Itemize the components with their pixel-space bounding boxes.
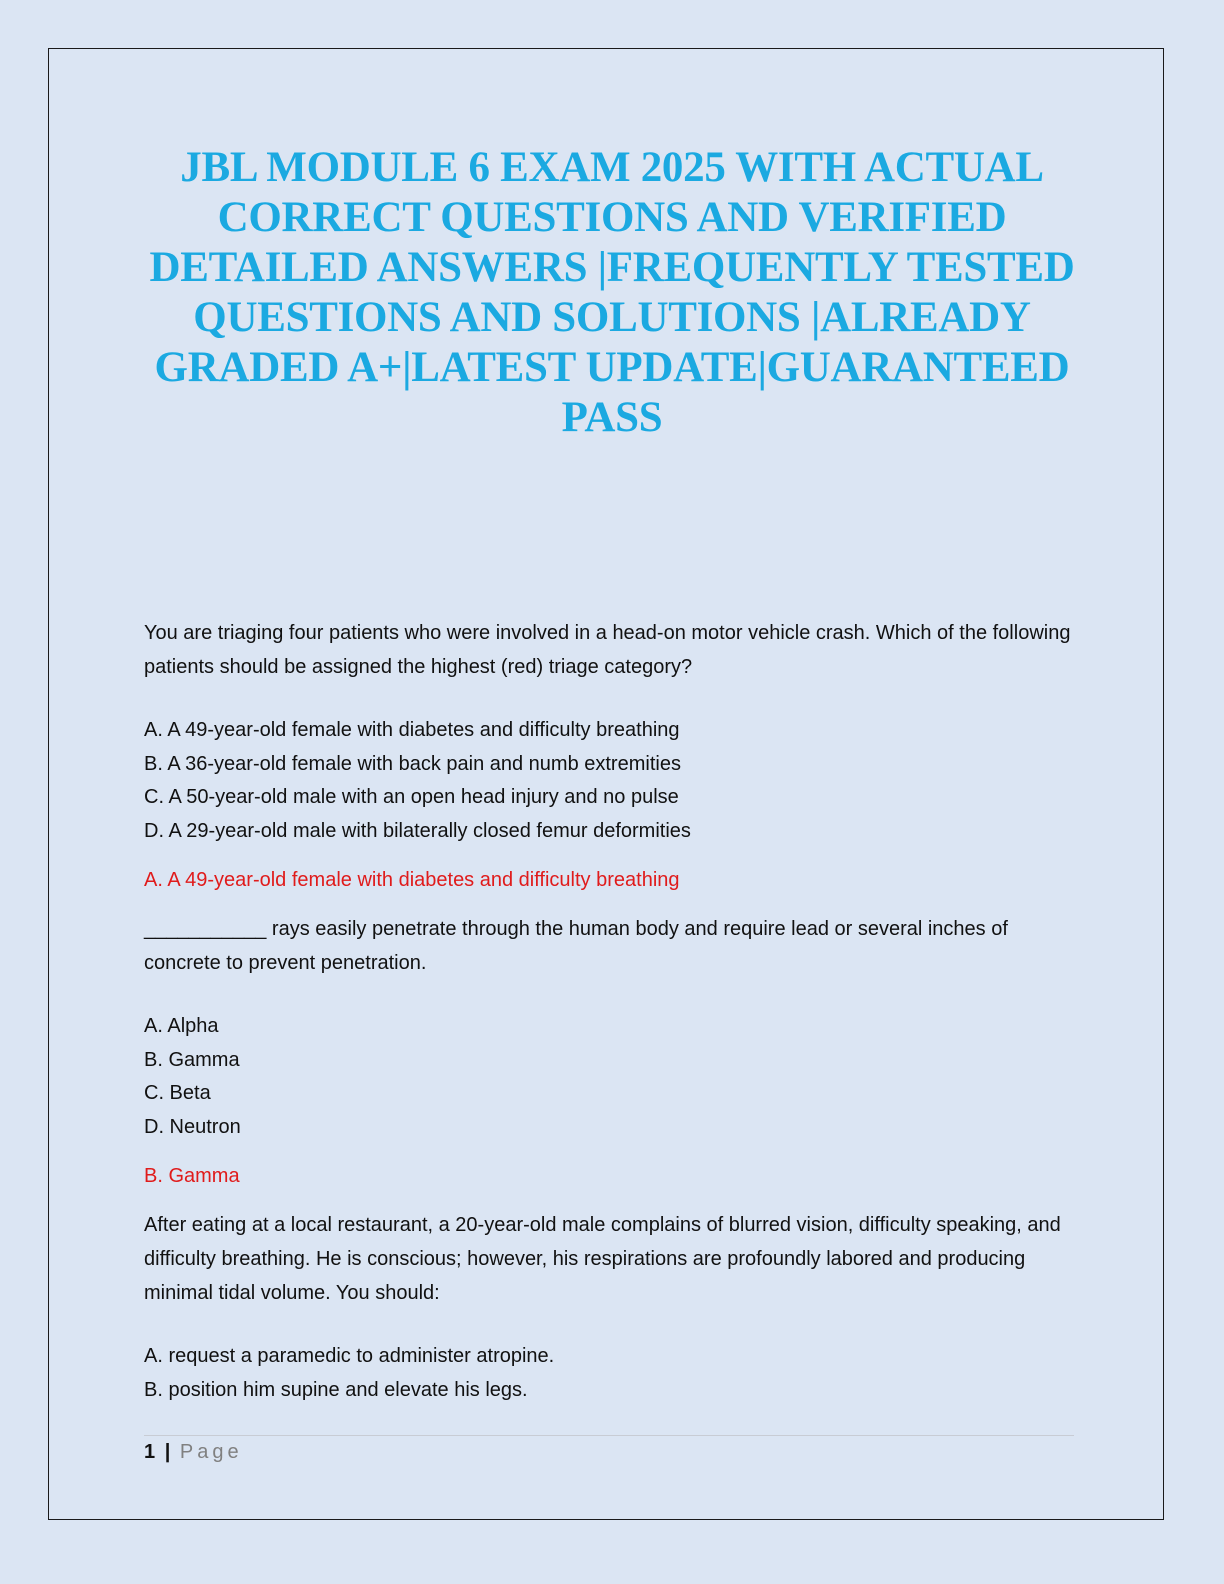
question-block <box>144 616 1084 897</box>
option-item: B. Gamma <box>144 1048 240 1071</box>
option-item: C. Beta <box>144 1082 211 1104</box>
answer-text: B. Gamma <box>144 1165 240 1187</box>
question-block <box>144 912 1084 1193</box>
document-body <box>144 616 1084 1407</box>
page-number: 1 <box>144 1441 156 1463</box>
option-item: D. A 29-year-old male with bilaterally closed femur deformities <box>144 819 691 842</box>
answer-text: A. A 49-year-old female with diabetes and difficulty breathing <box>144 869 680 891</box>
option-list <box>144 1340 1084 1407</box>
page-footer <box>144 1441 243 1464</box>
page-label: Page <box>179 1441 243 1463</box>
option-list <box>144 714 1084 848</box>
option-item: C. A 50-year-old male with an open head injury and no pulse <box>144 786 679 808</box>
footer-divider <box>144 1435 1074 1436</box>
option-item: A. Alpha <box>144 1015 219 1037</box>
footer-separator: | <box>164 1441 171 1463</box>
option-item: A. A 49-year-old female with diabetes and difficulty breathing <box>144 719 680 741</box>
option-item: A. request a paramedic to administer atropine. <box>144 1345 555 1367</box>
question-block <box>144 1208 1084 1407</box>
question-text: After eating at a local restaurant, a 20-year-old male complains of blurred vision, difficulty speaking, and difficulty breathing. He is conscious; however, his respirations are profoundly labored and producing minimal tidal volume. You should: <box>144 1214 1061 1304</box>
option-item: D. Neutron <box>144 1115 241 1138</box>
document-title: JBL MODULE 6 EXAM 2025 WITH ACTUAL CORRECT QUESTIONS AND VERIFIED DETAILED ANSWERS |FREQUENTLY TESTED QUESTIONS AND SOLUTIONS |ALREADY GRADED A+|LATEST UPDATE|GUARANTEED PASS <box>149 144 1075 441</box>
option-list <box>144 1010 1084 1144</box>
question-text: ___________ rays easily penetrate through the human body and require lead or several inches of concrete to prevent penetration. <box>144 918 1008 974</box>
option-item: B. position him supine and elevate his legs. <box>144 1378 528 1401</box>
question-text: You are triaging four patients who were involved in a head-on motor vehicle crash. Which of the following patients should be assigned the highest (red) triage category? <box>144 622 1071 678</box>
option-item: B. A 36-year-old female with back pain and numb extremities <box>144 752 681 775</box>
